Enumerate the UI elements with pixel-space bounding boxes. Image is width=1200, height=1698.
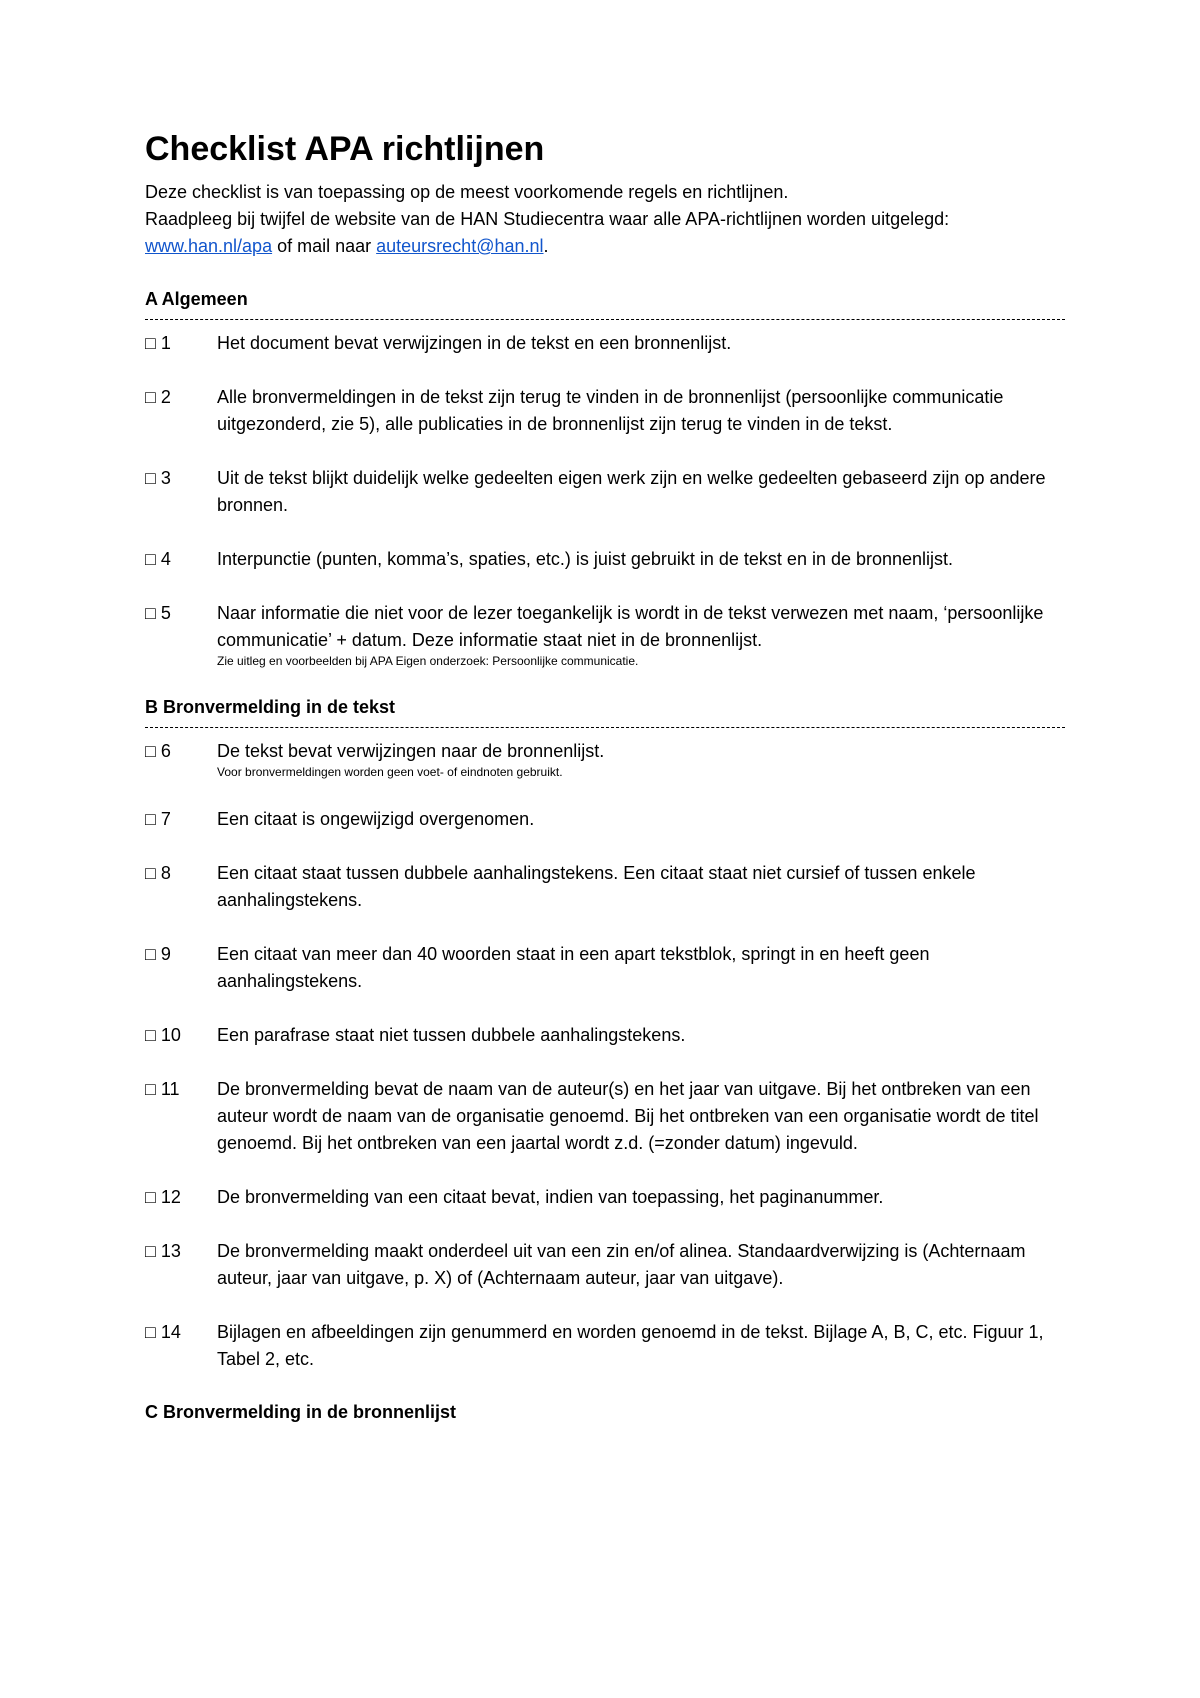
checklist-item-text-block: [217, 1238, 1065, 1292]
checklist-item-text-block: [217, 1076, 1065, 1157]
checklist-item: [145, 600, 1065, 668]
checklist-item-text: Een citaat staat tussen dubbele aanhalingstekens. Een citaat staat niet cursief of tussen enkele aanhalingstekens.: [217, 863, 976, 911]
apa-website-link[interactable]: www.han.nl/apa: [145, 236, 273, 257]
checkbox-number[interactable]: □ 3: [145, 468, 171, 489]
section-c-title: C Bronvermelding in de bronnenlijst: [145, 1402, 457, 1423]
checklist-item: [145, 1238, 1065, 1292]
checklist-item: [145, 1184, 1065, 1211]
checklist-item-text-block: [217, 860, 1065, 914]
checklist-item-note: Zie uitleg en voorbeelden bij APA Eigen onderzoek: Persoonlijke communicatie.: [217, 654, 639, 669]
checklist-item-text: Interpunctie (punten, komma’s, spaties, etc.) is juist gebruikt in de tekst en in de bronnenlijst.: [217, 549, 954, 570]
checkbox-number[interactable]: □ 10: [145, 1025, 181, 1046]
mail-link[interactable]: auteursrecht@han.nl: [376, 236, 544, 257]
checklist-item-text: De bronvermelding bevat de naam van de auteur(s) en het jaar van uitgave. Bij het ontbreken van een auteur wordt de naam van de organisatie genoemd. Bij het ontbreken van een organisatie wordt de titel genoemd. Bij het ontbreken van een jaartal wordt z.d. (=zonder datum) ingevuld.: [217, 1079, 1039, 1154]
checklist-item: [145, 465, 1065, 519]
checkbox-number[interactable]: □ 13: [145, 1241, 181, 1262]
checklist-item-text-block: [217, 1184, 1065, 1211]
checklist-item-text-block: [217, 546, 1065, 573]
checklist-item-text: Alle bronvermeldingen in de tekst zijn terug te vinden in de bronnenlijst (persoonlijke communicatie uitgezonderd, zie 5), alle publicaties in de bronnenlijst zijn terug te vinden in de tekst.: [217, 387, 1004, 435]
checklist-item-text: Een citaat van meer dan 40 woorden staat in een apart tekstblok, springt in en heeft geen aanhalingstekens.: [217, 944, 930, 992]
section-b: [145, 695, 1065, 1373]
checklist-item-text: De bronvermelding van een citaat bevat, indien van toepassing, het paginanummer.: [217, 1187, 884, 1208]
checkbox-number[interactable]: □ 9: [145, 944, 171, 965]
section-b-list: [145, 738, 1065, 1373]
intro-period: .: [543, 236, 549, 257]
checklist-item-text-block: [217, 600, 1065, 668]
checklist-item-note: Voor bronvermeldingen worden geen voet- of eindnoten gebruikt.: [217, 765, 563, 780]
section-divider: [145, 319, 1065, 320]
checkbox-number[interactable]: □ 4: [145, 549, 171, 570]
checklist-item: [145, 941, 1065, 995]
checkbox-number[interactable]: □ 5: [145, 603, 171, 624]
checklist-item-text: De bronvermelding maakt onderdeel uit van een zin en/of alinea. Standaardverwijzing is (Achternaam auteur, jaar van uitgave, p. X) of (Achternaam auteur, jaar van uitgave).: [217, 1241, 1026, 1289]
checkbox-number[interactable]: □ 14: [145, 1322, 181, 1343]
section-b-title: B Bronvermelding in de tekst: [145, 697, 396, 718]
checklist-item: [145, 806, 1065, 833]
section-a-title: A Algemeen: [145, 289, 248, 310]
checklist-item-text: Bijlagen en afbeeldingen zijn genummerd en worden genoemd in de tekst. Bijlage A, B, C, etc. Figuur 1, Tabel 2, etc.: [217, 1322, 1044, 1370]
checkbox-number[interactable]: □ 12: [145, 1187, 181, 1208]
checklist-item-text: Uit de tekst blijkt duidelijk welke gedeelten eigen werk zijn en welke gedeelten gebaseerd zijn op andere bronnen.: [217, 468, 1046, 516]
checklist-item-text-block: [217, 941, 1065, 995]
checkbox-number[interactable]: □ 1: [145, 333, 171, 354]
section-a-list: [145, 330, 1065, 668]
checklist-item: [145, 1319, 1065, 1373]
checklist-item-text: Een citaat is ongewijzigd overgenomen.: [217, 809, 535, 830]
checklist-item: [145, 330, 1065, 357]
checklist-item-text: Het document bevat verwijzingen in de tekst en een bronnenlijst.: [217, 333, 732, 354]
intro-connector-text: of mail naar: [272, 236, 377, 257]
checklist-item-text-block: [217, 330, 1065, 357]
page-title: Checklist APA richtlijnen: [145, 130, 545, 168]
intro-line-2: Raadpleeg bij twijfel de website van de HAN Studiecentra waar alle APA-richtlijnen worden uitgelegd:: [145, 209, 950, 230]
checklist-item-text-block: [217, 738, 1065, 779]
checklist-item-text-block: [217, 1022, 1065, 1049]
checklist-item-text-block: [217, 465, 1065, 519]
checklist-item: [145, 860, 1065, 914]
checklist-item: [145, 546, 1065, 573]
checkbox-number[interactable]: □ 6: [145, 741, 171, 762]
section-divider: [145, 727, 1065, 728]
checkbox-number[interactable]: □ 8: [145, 863, 171, 884]
checkbox-number[interactable]: □ 2: [145, 387, 171, 408]
checklist-item-text: Naar informatie die niet voor de lezer toegankelijk is wordt in de tekst verwezen met naam, ‘persoonlijke communicatie’ + datum. Deze informatie staat niet in de bronnenlijst.: [217, 603, 1044, 651]
checklist-item: [145, 384, 1065, 438]
checklist-item-text-block: [217, 806, 1065, 833]
document-content: [145, 130, 1065, 1424]
checkbox-number[interactable]: □ 7: [145, 809, 171, 830]
checklist-item: [145, 738, 1065, 779]
checklist-item-text: Een parafrase staat niet tussen dubbele aanhalingstekens.: [217, 1025, 686, 1046]
section-c: [145, 1400, 1065, 1424]
checklist-item: [145, 1076, 1065, 1157]
checklist-item-text-block: [217, 384, 1065, 438]
checkbox-number[interactable]: □ 11: [145, 1079, 180, 1100]
checklist-item-text-block: [217, 1319, 1065, 1373]
checklist-item: [145, 1022, 1065, 1049]
intro-line-1: Deze checklist is van toepassing op de meest voorkomende regels en richtlijnen.: [145, 182, 789, 203]
checklist-item-text: De tekst bevat verwijzingen naar de bronnenlijst.: [217, 741, 605, 762]
intro-paragraph: [145, 179, 1065, 260]
section-a: [145, 287, 1065, 668]
